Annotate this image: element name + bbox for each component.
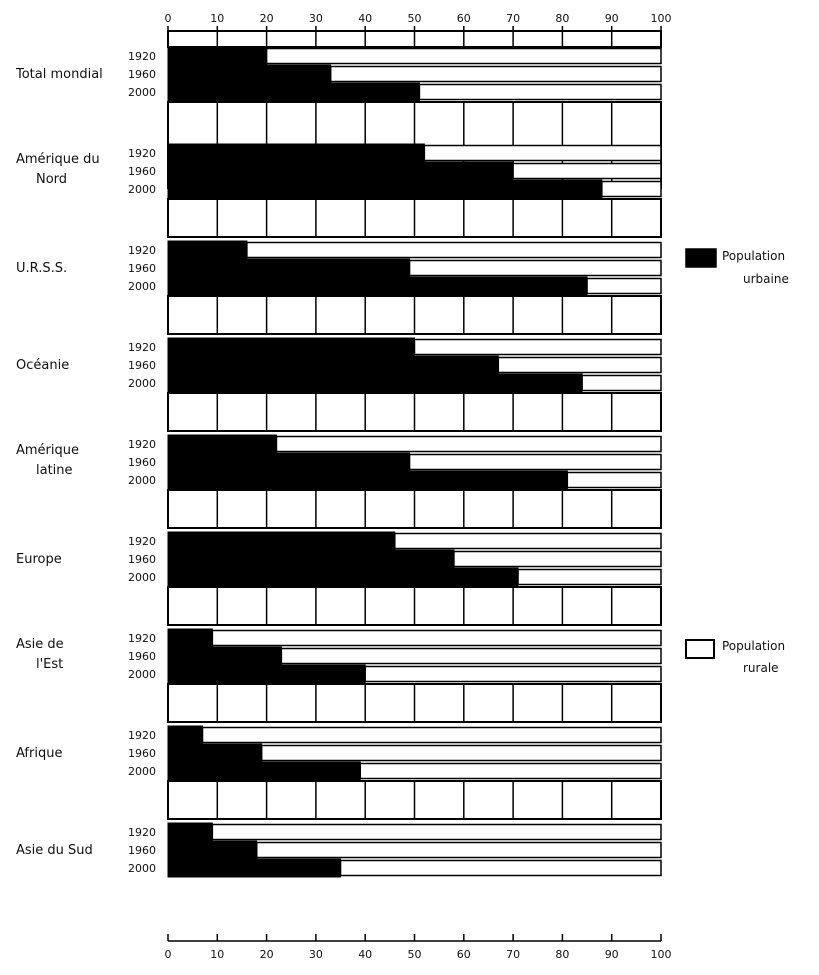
bar-rural [567,473,661,488]
year-label: 2000 [128,280,156,293]
year-label: 1920 [128,535,156,548]
region-label: Total mondial [16,67,103,82]
legend-rural-line-2: rurale [743,661,779,675]
x-tick-label-top: 60 [456,12,471,25]
x-tick-label-bottom: 30 [308,948,323,961]
region-label: Nord [36,172,68,187]
bar-urban [168,647,281,665]
bar-rural [419,85,661,100]
bar-urban [168,374,582,392]
legend-rural-swatch [686,640,714,658]
bar-rural [582,376,661,391]
bar-rural [395,534,661,549]
region-label: Europe [16,552,62,567]
x-tick-label-top: 30 [308,12,323,25]
x-tick-label-bottom: 40 [358,948,373,961]
legend-rural [686,639,785,675]
bar-urban [168,859,341,877]
x-tick-label-bottom: 80 [555,948,570,961]
bar-rural [203,728,661,743]
bar-rural [602,182,661,197]
bar-urban [168,180,602,198]
bar-rural [365,667,661,682]
year-label: 1960 [128,68,156,81]
x-tick-label-bottom: 100 [650,948,672,961]
year-label: 1960 [128,553,156,566]
bar-rural [247,243,661,258]
x-tick-label-top: 40 [358,12,373,25]
region-label: U.R.S.S. [16,261,68,276]
year-label: 1960 [128,650,156,663]
bar-urban [168,629,212,647]
bar-urban [168,471,567,489]
region-label: Asie du Sud [16,843,93,858]
bar-urban [168,665,365,683]
bar-urban [168,823,212,841]
bar-rural [498,358,661,373]
x-tick-label-bottom: 50 [407,948,422,961]
year-label: 2000 [128,86,156,99]
bar-urban [168,453,410,471]
year-label: 1960 [128,456,156,469]
bar-rural [513,164,661,179]
bar-urban [168,241,247,259]
region-label: l'Est [36,657,64,672]
bar-urban [168,277,587,295]
x-tick-label-top: 70 [506,12,521,25]
bar-layer [168,47,661,877]
bar-rural [410,455,661,470]
bar-urban [168,532,395,550]
bar-rural [281,649,661,664]
bar-rural [415,340,662,355]
bar-rural [331,67,661,82]
year-label: 2000 [128,862,156,875]
bar-rural [410,261,661,276]
year-label: 1960 [128,262,156,275]
bar-rural [257,843,661,858]
legend-urban-line-2: urbaine [743,272,789,286]
x-tick-label-bottom: 60 [456,948,471,961]
region-label: Amérique du [16,152,100,167]
bar-rural [276,437,661,452]
year-label: 1920 [128,244,156,257]
bar-rural [212,631,661,646]
bar-urban [168,144,424,162]
year-label: 1920 [128,729,156,742]
year-label: 1960 [128,844,156,857]
year-label: 1920 [128,341,156,354]
year-label: 2000 [128,474,156,487]
year-label: 1920 [128,50,156,63]
bar-urban [168,435,276,453]
x-tick-label-top: 100 [650,12,672,25]
year-label: 2000 [128,377,156,390]
x-tick-label-top: 0 [164,12,172,25]
region-label: latine [36,463,73,478]
bar-urban [168,744,262,762]
legend-rural-line-1: Population [722,639,786,653]
bar-rural [341,861,661,876]
bar-urban [168,568,518,586]
bar-urban [168,762,360,780]
bar-rural [212,825,661,840]
region-label: Océanie [16,358,70,373]
x-tick-label-top: 80 [555,12,570,25]
x-tick-label-top: 20 [259,12,274,25]
x-tick-label-top: 90 [604,12,619,25]
bar-urban [168,356,498,374]
bar-urban [168,726,203,744]
x-tick-label-bottom: 20 [259,948,274,961]
bar-rural [587,279,661,294]
year-label: 1960 [128,747,156,760]
region-label: Asie de [16,637,64,652]
bar-rural [262,746,661,761]
bar-urban [168,47,267,65]
bar-rural [267,49,661,64]
year-label: 1960 [128,359,156,372]
bar-rural [518,570,661,585]
x-tick-label-top: 10 [210,12,225,25]
x-tick-label-bottom: 10 [210,948,225,961]
bar-urban [168,550,454,568]
legend-urban-line-1: Population [722,249,786,263]
x-tick-label-bottom: 70 [506,948,521,961]
bar-urban [168,841,257,859]
year-label: 1920 [128,826,156,839]
bar-urban [168,65,331,83]
year-label: 1920 [128,632,156,645]
x-tick-label-bottom: 90 [604,948,619,961]
legend-urban-swatch [686,249,716,267]
bar-urban [168,83,419,101]
bar-rural [454,552,661,567]
x-tick-label-top: 50 [407,12,422,25]
region-label: Amérique [16,443,80,458]
bar-urban [168,259,410,277]
year-label: 2000 [128,183,156,196]
year-label: 1920 [128,438,156,451]
year-label: 1960 [128,165,156,178]
bar-rural [424,146,661,161]
region-label: Afrique [16,746,63,761]
year-label: 2000 [128,668,156,681]
bar-urban [168,338,415,356]
label-layer [15,50,156,875]
year-label: 2000 [128,571,156,584]
bar-rural [360,764,661,779]
x-tick-label-bottom: 0 [164,948,172,961]
bar-urban [168,162,513,180]
legend-urban [686,249,789,286]
year-label: 2000 [128,765,156,778]
year-label: 1920 [128,147,156,160]
